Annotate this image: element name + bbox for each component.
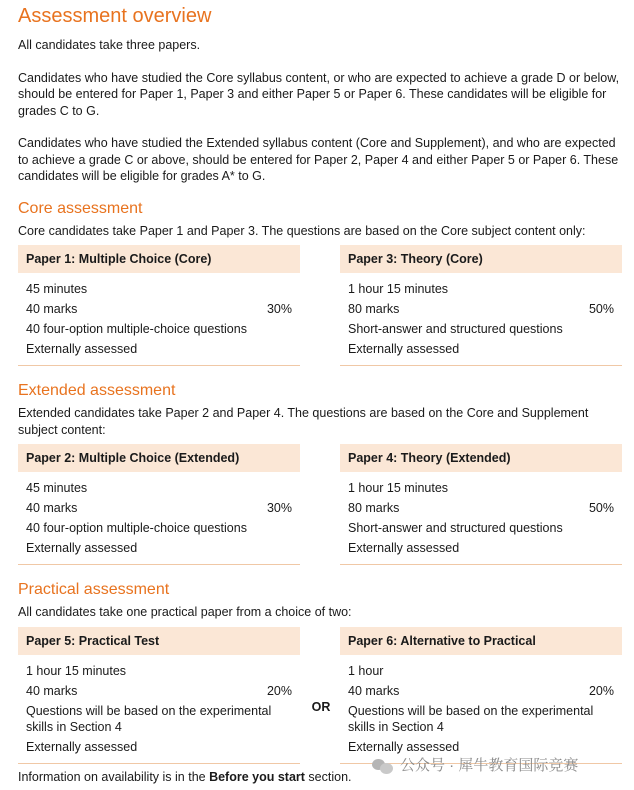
paper-marks: 80 marks xyxy=(348,501,400,515)
page-title: Assessment overview xyxy=(18,5,212,27)
wechat-icon xyxy=(372,757,394,775)
practical-description: All candidates take one practical paper from a choice of two: xyxy=(18,605,352,619)
extended-papers xyxy=(18,444,622,564)
paper-weight: 30% xyxy=(266,501,292,515)
paper-duration: 1 hour 15 minutes xyxy=(26,663,127,678)
paper-card-6 xyxy=(340,627,622,764)
paper-marks: 40 marks xyxy=(26,683,78,698)
watermark xyxy=(372,755,578,777)
paper-assessed: Externally assessed xyxy=(348,739,460,754)
paper-assessed: Externally assessed xyxy=(348,541,460,555)
intro-paragraph-3: Candidates who have studied the Extended syllabus content (Core and Supplement), and who are expected to achieve a grade C or above, should be entered for Paper 2, Paper 4 and either Paper 5 or Paper 6. These candidates will be eligible for grades A* to G. xyxy=(18,136,619,183)
paper-duration: 45 minutes xyxy=(26,282,88,296)
paper-title: Paper 6: Alternative to Practical xyxy=(340,627,622,655)
paper-weight: 30% xyxy=(266,302,292,316)
practical-heading: Practical assessment xyxy=(18,581,170,598)
watermark-text: 公众号 · 犀牛教育国际竞赛 xyxy=(400,756,579,774)
paper-card-2 xyxy=(18,444,300,565)
paper-format: Questions will be based on the experimental skills in Section 4 xyxy=(26,703,272,734)
paper-format: Short-answer and structured questions xyxy=(348,322,563,336)
paper-format: 40 four-option multiple-choice questions xyxy=(26,322,247,336)
paper-marks: 80 marks xyxy=(348,302,400,316)
paper-weight: 50% xyxy=(588,501,614,515)
extended-heading: Extended assessment xyxy=(18,382,176,399)
paper-duration: 1 hour 15 minutes xyxy=(348,282,449,296)
paper-card-1 xyxy=(18,245,300,366)
paper-marks: 40 marks xyxy=(348,683,400,698)
or-label: OR xyxy=(311,699,331,714)
document-page xyxy=(18,0,624,761)
core-heading: Core assessment xyxy=(18,199,143,217)
paper-title: Paper 4: Theory (Extended) xyxy=(340,444,622,472)
paper-assessed: Externally assessed xyxy=(26,739,138,754)
paper-marks: 40 marks xyxy=(26,302,78,316)
paper-title: Paper 2: Multiple Choice (Extended) xyxy=(18,444,300,472)
paper-weight: 20% xyxy=(588,683,614,698)
paper-weight: 20% xyxy=(266,683,292,698)
paper-assessed: Externally assessed xyxy=(26,342,138,356)
core-papers xyxy=(18,245,622,365)
practical-papers xyxy=(18,627,622,761)
paper-format: 40 four-option multiple-choice questions xyxy=(26,521,247,535)
paper-assessed: Externally assessed xyxy=(26,541,138,555)
before-you-start-link: Before you start xyxy=(209,770,305,784)
intro-paragraph-1: All candidates take three papers. xyxy=(18,38,201,52)
core-description: Core candidates take Paper 1 and Paper 3. The questions are based on the Core subject content only: xyxy=(18,223,586,238)
paper-title: Paper 1: Multiple Choice (Core) xyxy=(18,245,300,273)
paper-duration: 1 hour 15 minutes xyxy=(348,481,449,495)
paper-card-4 xyxy=(340,444,622,565)
paper-duration: 1 hour xyxy=(348,663,384,678)
paper-title: Paper 3: Theory (Core) xyxy=(340,245,622,273)
paper-duration: 45 minutes xyxy=(26,481,88,495)
paper-format: Questions will be based on the experimental skills in Section 4 xyxy=(348,703,594,734)
paper-card-3 xyxy=(340,245,622,366)
paper-card-5 xyxy=(18,627,300,764)
extended-description: Extended candidates take Paper 2 and Paper 4. The questions are based on the Core and Supplement subject content: xyxy=(18,406,589,437)
intro-paragraph-2: Candidates who have studied the Core syllabus content, or who are expected to achieve a grade D or below, should be entered for Paper 1, Paper 3 and either Paper 5 or Paper 6. These candidates will be eligible for grades C to G. xyxy=(18,70,620,118)
paper-title: Paper 5: Practical Test xyxy=(18,627,300,655)
paper-marks: 40 marks xyxy=(26,501,78,515)
paper-assessed: Externally assessed xyxy=(348,342,460,356)
paper-format: Short-answer and structured questions xyxy=(348,521,563,535)
paper-weight: 50% xyxy=(588,302,614,316)
availability-note: Information on availability is in the Before you start section. xyxy=(18,770,352,784)
